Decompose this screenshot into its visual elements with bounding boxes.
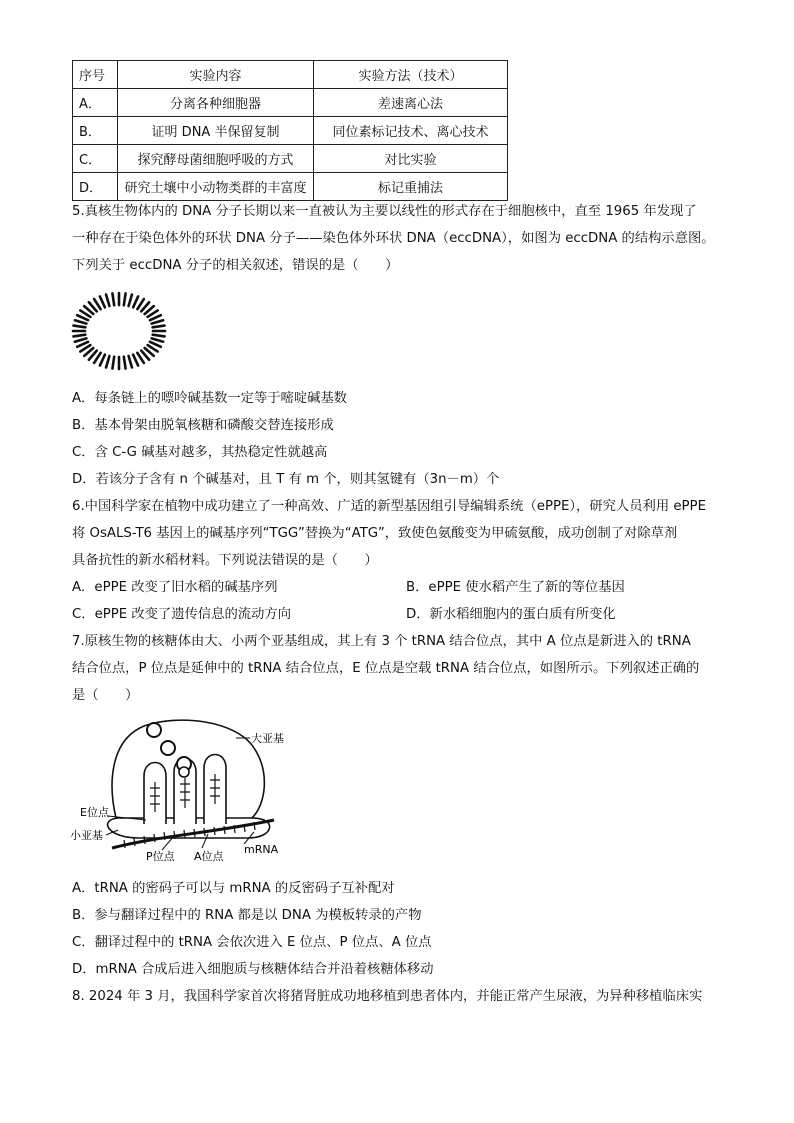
label-a-site: A位点 — [194, 850, 224, 863]
table-cell: 对比实验 — [314, 145, 508, 173]
label-mrna: mRNA — [244, 843, 279, 856]
base-pair-rung — [106, 295, 109, 307]
base-pair-rung — [75, 338, 87, 341]
table-header-cell: 实验内容 — [118, 61, 314, 89]
q7-stem-line: 7.原核生物的核糖体由大、小两个亚基组成，其上有 3 个 tRNA 结合位点，其中 A 位点是新进入的 tRNA — [72, 634, 691, 649]
base-pair-rung — [77, 315, 88, 320]
q7-option-b: B．参与翻译过程中的 RNA 都是以 DNA 为模板转录的产物 — [72, 908, 422, 923]
base-pair-rung — [150, 315, 161, 320]
q5-option-a: A．每条链上的嘌呤碱基数一定等于嘧啶碱基数 — [72, 391, 348, 406]
base-pair-rung — [129, 295, 132, 307]
base-pair-rung — [133, 296, 138, 307]
q6-option-c: C．ePPE 改变了遗传信息的流动方向 — [72, 607, 291, 622]
q5-stem-line: 下列关于 eccDNA 分子的相关叙述，错误的是（ ） — [72, 258, 399, 273]
table-cell: 研究土壤中小动物类群的丰富度 — [118, 173, 314, 201]
q6-stem-line: 6.中国科学家在植物中成功建立了一种高效、广适的新型基因组引导编辑系统（ePPE），研究人员利用 ePPE — [72, 499, 706, 514]
base-pair-rung — [73, 326, 85, 328]
q7-option-a: A．tRNA 的密码子可以与 mRNA 的反密码子互补配对 — [72, 881, 395, 896]
table-cell: A． — [73, 89, 118, 117]
q5-stem-line: 一种存在于染色体外的环状 DNA 分子——染色体外环状 DNA（eccDNA），如图为 eccDNA 的结构示意图。 — [72, 231, 715, 246]
table-cell: D． — [73, 173, 118, 201]
table-header-cell: 序号 — [73, 61, 118, 89]
ribosome-diagram — [68, 712, 288, 868]
table-row — [73, 89, 508, 117]
q7-stem-line: 是（ ） — [72, 688, 139, 703]
table-row — [73, 145, 508, 173]
q6-option-d: D．新水稻细胞内的蛋白质有所变化 — [406, 607, 616, 622]
table-row — [73, 117, 508, 145]
base-pair-rung — [106, 356, 109, 368]
base-pair-rung — [129, 356, 132, 368]
q5-option-b: B．基本骨架由脱氧核糖和磷酸交替连接形成 — [72, 418, 334, 433]
q6-option-a: A．ePPE 改变了旧水稻的碱基序列 — [72, 580, 278, 595]
table-cell: 差速离心法 — [314, 89, 508, 117]
q7-stem-line: 结合位点，P 位点是延伸中的 tRNA 结合位点，E 位点是空载 tRNA 结合位点，如图所示。下列叙述正确的 — [72, 661, 700, 676]
base-pair-rung — [153, 326, 165, 328]
label-p-site: P位点 — [146, 850, 175, 863]
q6-stem-line: 具备抗性的新水稻材料。下列说法错误的是（ ） — [72, 553, 378, 568]
table-cell: 同位素标记技术、离心技术 — [314, 117, 508, 145]
base-pair-rung — [152, 338, 164, 341]
label-small-subunit: 小亚基 — [70, 829, 103, 842]
base-pair-rung — [112, 293, 114, 305]
base-pair-rung — [124, 293, 126, 305]
base-pair-rung — [112, 357, 114, 369]
base-pair-rung — [152, 320, 164, 323]
table-cell: C． — [73, 145, 118, 173]
eccdna-diagram — [70, 290, 168, 372]
table-cell: 标记重捕法 — [314, 173, 508, 201]
base-pair-rung — [100, 355, 105, 366]
experiment-table — [72, 60, 508, 201]
base-pair-rung — [124, 357, 126, 369]
q5-option-c: C．含 C-G 碱基对越多，其热稳定性就越高 — [72, 445, 328, 460]
base-pair-rung — [100, 296, 105, 307]
label-large-subunit: 大亚基 — [251, 732, 284, 745]
table-cell: 探究酵母菌细胞呼吸的方式 — [118, 145, 314, 173]
base-pair-rung — [75, 320, 87, 323]
table-row — [73, 173, 508, 201]
q5-option-d: D．若该分子含有 n 个碱基对，且 T 有 m 个，则其氢键有（3n－m）个 — [72, 472, 500, 487]
q6-stem-line: 将 OsALS-T6 基因上的碱基序列“TGG”替换为“ATG”，致使色氨酸变为甲硫氨酸，成功创制了对除草剂 — [72, 526, 678, 541]
base-pair-rung — [77, 342, 88, 347]
q6-option-b: B．ePPE 使水稻产生了新的等位基因 — [406, 580, 625, 595]
q7-option-c: C．翻译过程中的 tRNA 会依次进入 E 位点、P 位点、A 位点 — [72, 935, 432, 950]
table-cell: 分离各种细胞器 — [118, 89, 314, 117]
table-header-cell: 实验方法（技术） — [314, 61, 508, 89]
base-pair-rung — [73, 335, 85, 337]
label-e-site: E位点 — [80, 806, 109, 819]
q5-stem-line: 5.真核生物体内的 DNA 分子长期以来一直被认为主要以线性的形式存在于细胞核中，直至 1965 年发现了 — [72, 204, 697, 219]
table-header-row — [73, 61, 508, 89]
q8-stem-line: 8. 2024 年 3 月，我国科学家首次将猪肾脏成功地移植到患者体内，并能正常产生尿液，为异种移植临床实 — [72, 989, 703, 1004]
base-pair-rung — [153, 335, 165, 337]
base-pair-rung — [150, 342, 161, 347]
table-cell: B． — [73, 117, 118, 145]
table-cell: 证明 DNA 半保留复制 — [118, 117, 314, 145]
base-pair-rung — [133, 355, 138, 366]
q7-option-d: D．mRNA 合成后进入细胞质与核糖体结合并沿着核糖体移动 — [72, 962, 434, 977]
